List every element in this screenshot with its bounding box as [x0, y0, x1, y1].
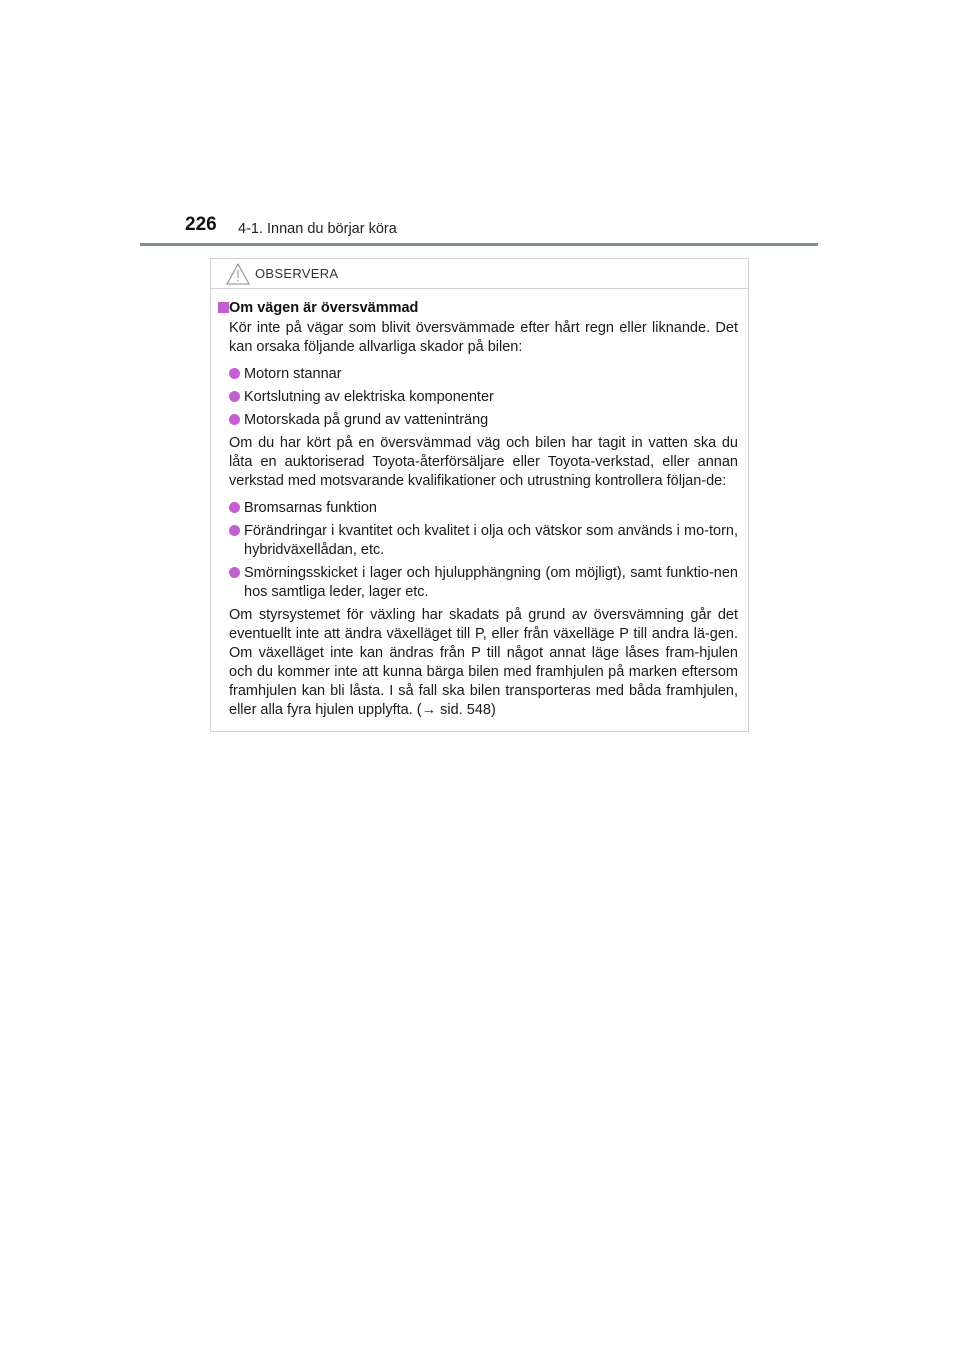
flood-heading [211, 299, 748, 319]
section-title: 4-1. Innan du börjar köra [238, 221, 397, 237]
check-intro-paragraph: Om du har kört på en översvämmad väg och bilen har tagit in vatten ska du låta en auktoriserad Toyota-återförsäljare eller Toyota-verkstad, eller annan verkstad med motsvarande kvalifikationer och utrustning kontrollera följan-de: [229, 435, 738, 489]
bullet-dot-icon [229, 567, 240, 578]
bullet-dot-icon [229, 368, 240, 379]
square-bullet-icon [218, 302, 229, 313]
closing-paragraph: Om styrsystemet för växling har skadats på grund av översvämning går det eventuellt inte att ändra växelläget till P, eller från växelläge P till andra lä-gen. Om växelläget inte kan ändras från P till något annat läge låses fram-hjulen och du kommer inte att kunna bärga bilen med framhjulen på marken eftersom framhjulen kan bli låsta. I så fall ska bilen transporteras med båda framhjulen, eller alla fyra hjulen upplyfta. (→ sid. 548) [229, 607, 738, 718]
list-item [229, 388, 738, 407]
warning-header [211, 259, 748, 289]
list-item [229, 522, 738, 560]
list-item [229, 499, 738, 518]
damage-item: Motorskada på grund av vatteninträng [244, 412, 489, 428]
check-item: Smörningsskicket i lager och hjulupphängning (om möjligt), samt funktio-nen hos samtliga leder, lager etc. [244, 565, 738, 600]
check-item: Bromsarnas funktion [244, 500, 377, 516]
list-item [229, 564, 738, 602]
bullet-dot-icon [229, 391, 240, 402]
check-item: Förändringar i kvantitet och kvalitet i olja och vätskor som används i mo-torn, hybridväxellådan, etc. [244, 523, 738, 558]
warning-content [211, 299, 748, 720]
bullet-dot-icon [229, 414, 240, 425]
warning-triangle-icon [225, 262, 251, 286]
damage-item: Kortslutning av elektriska komponenter [244, 389, 494, 405]
warning-label: OBSERVERA [255, 266, 339, 281]
list-item [229, 411, 738, 430]
bullet-dot-icon [229, 525, 240, 536]
bullet-dot-icon [229, 502, 240, 513]
warning-box [210, 258, 749, 732]
header-rule [140, 243, 818, 246]
list-item [229, 365, 738, 384]
intro-paragraph: Kör inte på vägar som blivit översvämmade efter hårt regn eller liknande. Det kan orsaka följande allvarliga skador på bilen: [229, 320, 738, 355]
page-number: 226 [185, 214, 217, 235]
damage-item: Motorn stannar [244, 366, 342, 382]
flood-heading-text: Om vägen är översvämmad [229, 300, 419, 316]
